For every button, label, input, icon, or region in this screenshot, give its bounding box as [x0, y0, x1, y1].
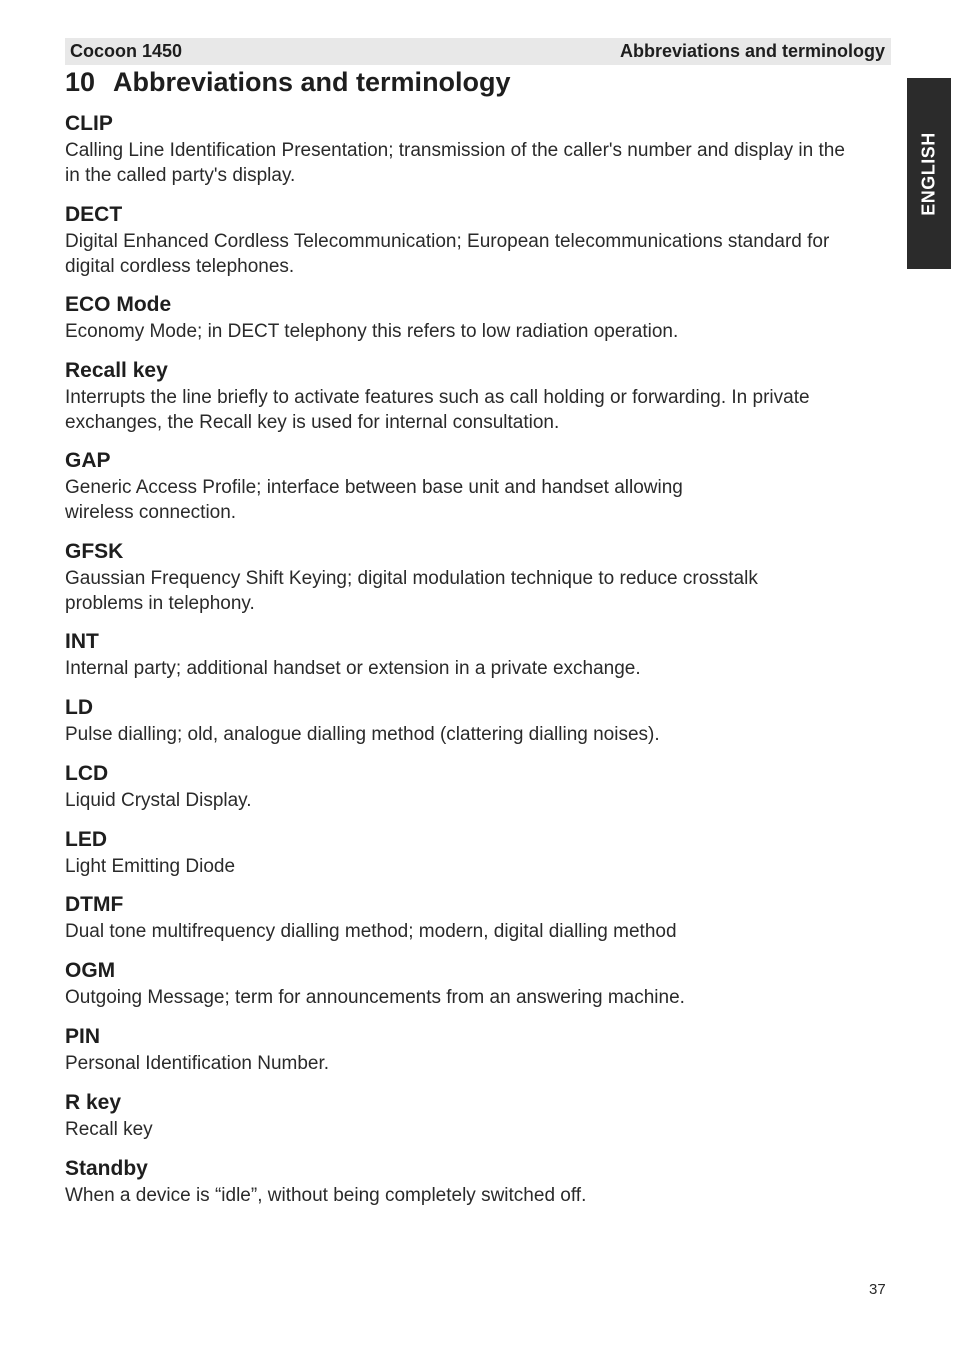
glossary-definition: [65, 1051, 890, 1076]
glossary-term: DTMF: [65, 893, 124, 917]
definition-line: exchanges, the Recall key is used for internal consultation.: [65, 411, 560, 433]
definition-line: Liquid Crystal Display.: [65, 789, 252, 811]
glossary-entry: [65, 447, 890, 538]
glossary-entry: [65, 110, 890, 201]
glossary-term: LED: [65, 827, 107, 851]
glossary-term: LD: [65, 696, 93, 720]
chapter-title: [65, 67, 511, 98]
glossary-term: OGM: [65, 959, 116, 983]
glossary-entry: [65, 628, 890, 694]
glossary-definition: [65, 985, 890, 1010]
chapter-title-text: Abbreviations and terminology: [113, 67, 511, 97]
glossary-definition: [65, 138, 890, 188]
glossary-entry: [65, 760, 890, 826]
definition-line: problems in telephony.: [65, 592, 255, 614]
glossary-term: DECT: [65, 202, 123, 226]
glossary-term: Standby: [65, 1156, 148, 1180]
glossary-entry: [65, 201, 890, 292]
glossary-list: [65, 110, 890, 1220]
glossary-term: INT: [65, 630, 99, 654]
glossary-entry: [65, 357, 890, 448]
definition-line: Gaussian Frequency Shift Keying; digital modulation technique to reduce crosstalk: [65, 567, 758, 589]
glossary-definition: [65, 1117, 890, 1142]
definition-line: Personal Identification Number.: [65, 1053, 330, 1075]
definition-line: Economy Mode; in DECT telephony this refers to low radiation operation.: [65, 321, 679, 342]
glossary-term: GFSK: [65, 539, 124, 563]
glossary-entry: [65, 1155, 890, 1221]
running-header: [65, 38, 891, 65]
definition-line: Internal party; additional handset or extension in a private exchange.: [65, 658, 641, 680]
glossary-entry: [65, 957, 890, 1023]
glossary-term: Recall key: [65, 358, 168, 382]
chapter-number: 10: [65, 67, 96, 97]
language-tab: [907, 78, 951, 269]
language-tab-label: ENGLISH: [918, 132, 939, 216]
header-section-name: Abbreviations and terminology: [619, 41, 885, 61]
definition-line: Light Emitting Diode: [65, 855, 236, 877]
definition-line: Outgoing Message; term for announcements from an answering machine.: [65, 987, 685, 1009]
glossary-entry: [65, 891, 890, 957]
glossary-term: CLIP: [65, 112, 113, 135]
page-number: 37: [869, 1281, 886, 1298]
glossary-definition: [65, 319, 890, 344]
glossary-term: GAP: [65, 449, 111, 473]
glossary-definition: [65, 475, 890, 525]
definition-line: Recall key: [65, 1118, 153, 1140]
glossary-definition: [65, 722, 890, 747]
definition-line: Dual tone multifrequency dialling method; modern, digital dialling method: [65, 921, 677, 943]
definition-line: wireless connection.: [65, 502, 237, 524]
glossary-entry: [65, 291, 890, 357]
glossary-term: ECO Mode: [65, 293, 172, 316]
glossary-definition: [65, 1183, 890, 1208]
glossary-definition: [65, 566, 890, 616]
definition-line: Pulse dialling; old, analogue dialling method (clattering dialling noises).: [65, 724, 660, 746]
definition-line: When a device is “idle”, without being completely switched off.: [65, 1184, 587, 1206]
glossary-term: PIN: [65, 1025, 101, 1049]
glossary-entry: [65, 538, 890, 629]
header-product-name: Cocoon 1450: [70, 41, 183, 61]
glossary-definition: [65, 919, 890, 944]
glossary-definition: [65, 229, 890, 279]
glossary-entry: [65, 1023, 890, 1089]
glossary-definition: [65, 854, 890, 879]
definition-line: Generic Access Profile; interface between base unit and handset allowing: [65, 477, 683, 499]
glossary-entry: [65, 826, 890, 892]
definition-line: Calling Line Identification Presentation; transmission of the caller's number and display in the: [65, 140, 845, 161]
glossary-term: R key: [65, 1090, 122, 1114]
definition-line: Interrupts the line briefly to activate features such as call holding or forwarding. In private: [65, 386, 810, 408]
definition-line: digital cordless telephones.: [65, 255, 295, 277]
glossary-entry: [65, 1089, 890, 1155]
definition-line: in the called party's display.: [65, 165, 296, 186]
glossary-entry: [65, 694, 890, 760]
glossary-definition: [65, 656, 890, 681]
glossary-definition: [65, 385, 890, 435]
glossary-term: LCD: [65, 761, 109, 785]
glossary-definition: [65, 788, 890, 813]
definition-line: Digital Enhanced Cordless Telecommunication; European telecommunications standard for: [65, 230, 830, 252]
